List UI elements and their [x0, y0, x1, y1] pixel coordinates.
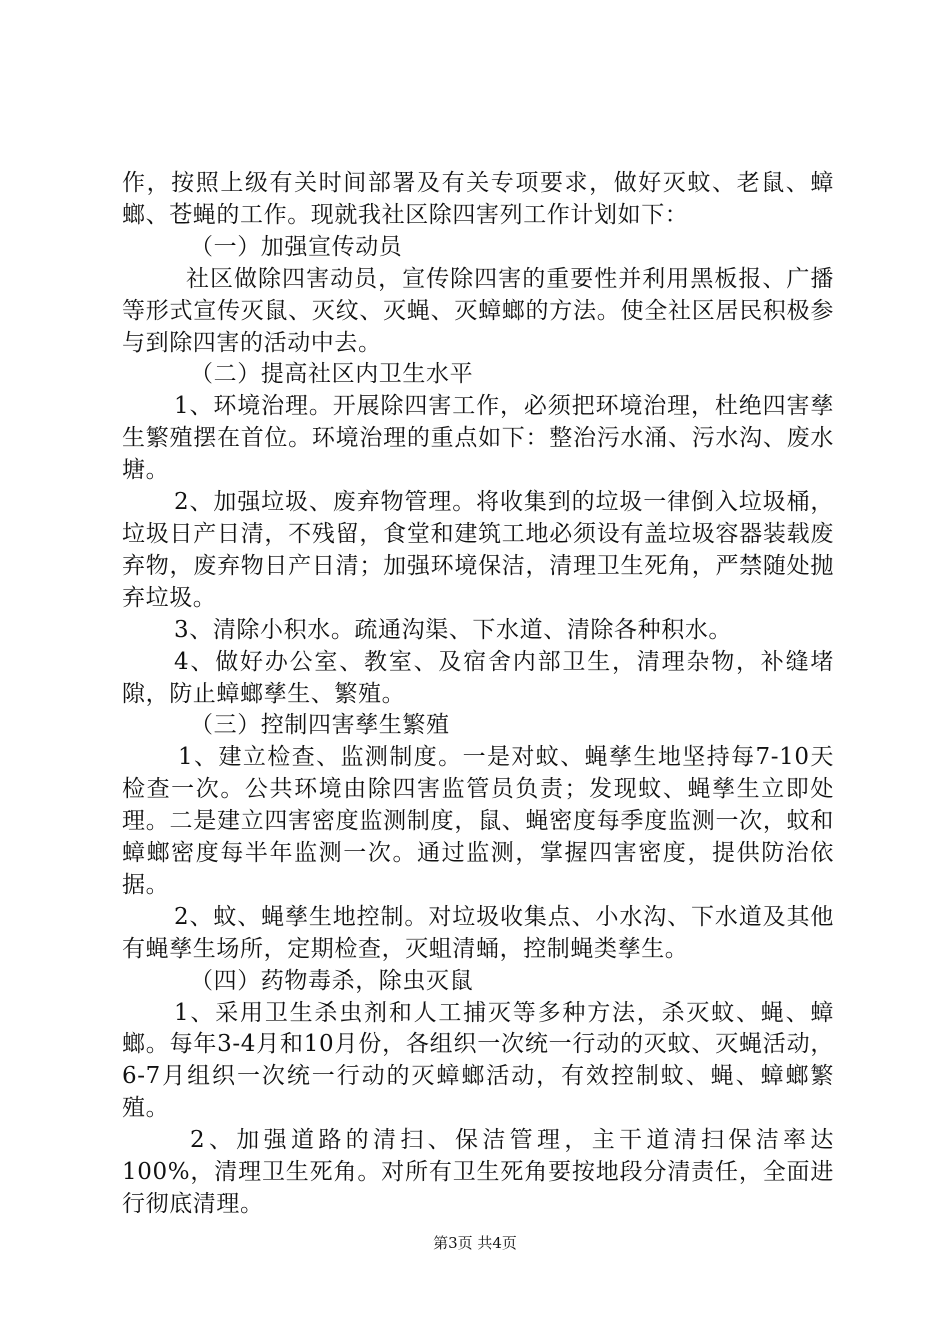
section-heading-1: （一）加强宣传动员 — [190, 233, 403, 260]
paragraph: 4、做好办公室、教室、及宿舍内部卫生，清理杂物，补缝堵隙，防止蟑螂孳生、繁殖。 — [122, 648, 834, 707]
section-heading-3: （三）控制四害孳生繁殖 — [190, 712, 450, 739]
section-heading-2: （二）提高社区内卫生水平 — [190, 361, 474, 388]
page-number-footer: 第3页 共4页 — [433, 1234, 517, 1252]
paragraph: 2、加强垃圾、废弃物管理。将收集到的垃圾一律倒入垃圾桶，垃圾日产日清，不残留，食堂和建筑工地必须设有盖垃圾容器装载废弃物，废弃物日产日清；加强环境保洁，清理卫生死角，严禁随处抛弃垃圾。 — [122, 489, 834, 611]
paragraph: 1、建立检查、监测制度。一是对蚊、蝇孳生地坚持每7-10天检查一次。公共环境由除四害监管员负责；发现蚊、蝇孳生立即处理。二是建立四害密度监测制度，鼠、蝇密度每季度监测一次，蚊和蟑螂密度每半年监测一次。通过监测，掌握四害密度，提供防治依据。 — [122, 744, 834, 898]
paragraph: 2、蚊、蝇孳生地控制。对垃圾收集点、小水沟、下水道及其他有蝇孳生场所，定期检查，灭蛆清蛹，控制蝇类孳生。 — [122, 903, 834, 962]
paragraph: 1、采用卫生杀虫剂和人工捕灭等多种方法，杀灭蚊、蝇、蟑螂。每年3-4月和10月份，各组织一次统一行动的灭蚊、灭蝇活动，6-7月组织一次统一行动的灭蟑螂活动，有效控制蚊、蝇、蟑螂繁殖。 — [122, 999, 834, 1122]
paragraph-intro: 作，按照上级有关时间部署及有关专项要求，做好灭蚊、老鼠、蟑螂、苍蝇的工作。现就我社区除四害列工作计划如下： — [122, 170, 834, 228]
section-heading-4: （四）药物毒杀，除虫灭鼠 — [190, 967, 474, 994]
paragraph: 2、加强道路的清扫、保洁管理，主干道清扫保洁率达100%，清理卫生死角。对所有卫生死角要按地段分清责任，全面进行彻底清理。 — [122, 1127, 834, 1217]
paragraph: 社区做除四害动员，宣传除四害的重要性并利用黑板报、广播等形式宣传灭鼠、灭纹、灭蝇、灭蟑螂的方法。使全社区居民积极参与到除四害的活动中去。 — [122, 265, 834, 356]
document-body — [122, 168, 834, 1221]
paragraph: 3、清除小积水。疏通沟渠、下水道、清除各种积水。 — [174, 616, 733, 643]
paragraph: 1、环境治理。开展除四害工作，必须把环境治理，杜绝四害孳生繁殖摆在首位。环境治理的重点如下：整治污水涌、污水沟、废水塘。 — [122, 393, 834, 484]
